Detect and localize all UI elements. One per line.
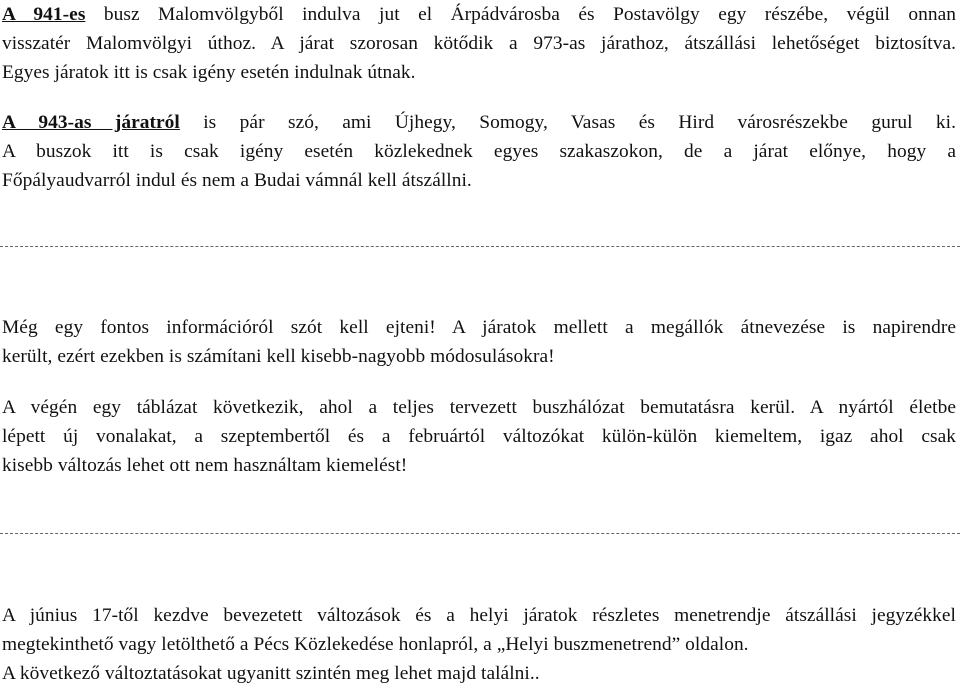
route-943-heading: A 943-as járatról <box>2 112 180 133</box>
paragraph-line: A végén egy táblázat következik, ahol a teljes tervezett buszhálózat bemutatásra kerül. A nyártól életbe <box>2 397 956 418</box>
dashed-divider <box>0 533 960 534</box>
paragraph-line <box>2 0 956 29</box>
paragraph-line: megtekinthető vagy letölthető a Pécs Közlekedése honlapról, a „Helyi buszmenetrend” oldalon. <box>2 634 749 655</box>
paragraph-june-changes <box>2 601 956 688</box>
route-941-heading: A 941-es <box>2 4 86 25</box>
paragraph-line: Még egy fontos információról szót kell ejteni! A járatok mellett a megállók átnevezése is napirendre <box>2 317 956 338</box>
dashed-divider <box>0 246 960 247</box>
paragraph-line: Egyes járatok itt is csak igény esetén indulnak útnak. <box>2 62 416 83</box>
paragraph-line: Főpályaudvarról indul és nem a Budai vámnál kell átszállni. <box>2 170 472 191</box>
paragraph-line: A június 17-től kezdve bevezetett változások és a helyi járatok részletes menetrendje átszállási jegyzékkel <box>2 605 956 626</box>
paragraph-line: A buszok itt is csak igény esetén közlekednek egyes szakaszokon, de a járat előnye, hogy a <box>2 141 956 162</box>
paragraph-941 <box>2 0 956 87</box>
text-run: busz Malomvölgyből indulva jut el Árpádvárosba és Postavölgy egy részébe, végül onnan <box>85 4 956 25</box>
text-run: is pár szó, ami Újhegy, Somogy, Vasas és Hird városrészekbe gurul ki. <box>179 112 956 133</box>
paragraph-stop-renaming <box>2 313 956 371</box>
paragraph-line: lépett új vonalakat, a szeptembertől és a februártól változókat külön-külön kiemeltem, igaz ahol csak <box>2 426 956 447</box>
paragraph-table-intro <box>2 393 956 480</box>
paragraph-line: A következő változtatásokat ugyanitt szintén meg lehet majd találni.. <box>2 663 540 684</box>
paragraph-line: került, ezért ezekben is számítani kell kisebb-nagyobb módosulásokra! <box>2 346 555 367</box>
paragraph-line <box>2 108 956 137</box>
paragraph-943 <box>2 108 956 195</box>
paragraph-line: visszatér Malomvölgyi úthoz. A járat szorosan kötődik a 973-as járathoz, átszállási lehetőséget biztosítva. <box>2 33 956 54</box>
paragraph-line: kisebb változás lehet ott nem használtam kiemelést! <box>2 455 408 476</box>
